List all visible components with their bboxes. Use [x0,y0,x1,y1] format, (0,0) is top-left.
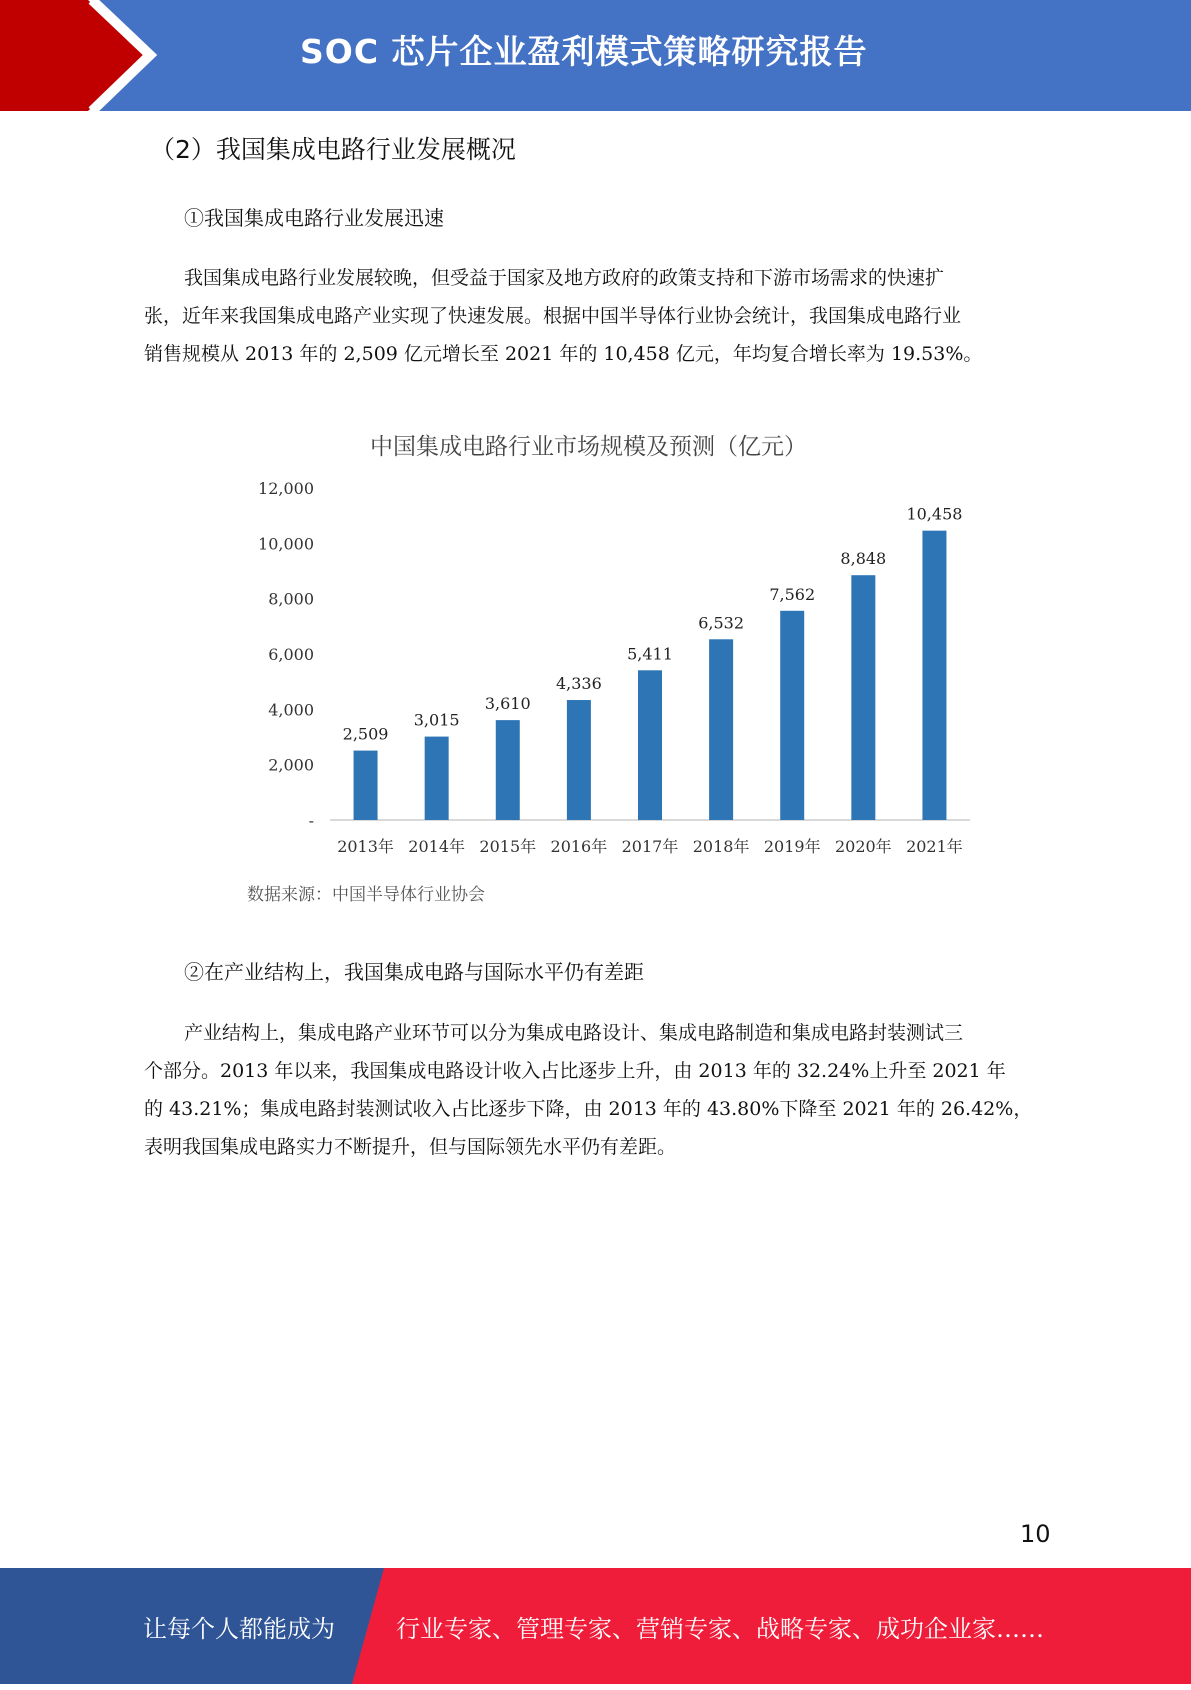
x-tick-label: 2021年 [906,837,963,856]
paragraph-line: 张，近年来我国集成电路产业实现了快速发展。根据中国半导体行业协会统计，我国集成电路行业 [144,305,962,327]
y-tick-label: - [308,811,314,830]
x-tick-label: 2017年 [621,837,679,856]
paragraph-2 [144,1014,1056,1166]
data-label: 3,015 [413,710,460,730]
y-tick-label: 10,000 [258,534,314,554]
header-arrow-decoration [0,0,160,111]
footer-slogan-left: 让每个人都能成为 [143,1615,335,1643]
bar [496,720,520,820]
x-tick-label: 2020年 [834,837,892,856]
data-label: 2,509 [342,724,389,744]
y-tick-label: 8,000 [268,589,314,609]
data-label: 5,411 [627,644,673,664]
paragraph-line: 表明我国集成电路实力不断提升，但与国际领先水平仍有差距。 [144,1136,677,1158]
bar [922,531,946,820]
x-tick-label: 2013年 [337,837,394,856]
x-tick-label: 2019年 [763,837,821,856]
y-tick-label: 6,000 [268,645,314,664]
paragraph-line: 的 43.21%；集成电路封装测试收入占比逐步下降，由 2013 年的 43.80%下降至 2021 年的 26.42%， [144,1098,1033,1120]
x-tick-label: 2014年 [408,837,466,856]
data-label: 4,336 [555,674,602,694]
report-title: SOC 芯片企业盈利模式策略研究报告 [300,32,868,71]
paragraph-line: 我国集成电路行业发展较晚，但受益于国家及地方政府的政策支持和下游市场需求的快速扩 [184,267,945,289]
data-label: 6,532 [698,613,745,633]
x-tick-label: 2015年 [479,837,537,856]
page-number: 10 [1020,1520,1051,1548]
paragraph-line: 销售规模从 2013 年的 2,509 亿元增长至 2021 年的 10,458 亿元，年均复合增长率为 19.53%。 [144,343,983,365]
bar [638,670,662,820]
bar [425,737,449,820]
chart-source-note: 数据来源：中国半导体行业协会 [247,885,485,905]
chart-title: 中国集成电路行业市场规模及预测（亿元） [370,434,807,460]
bar [354,751,378,820]
y-tick-label: 2,000 [268,755,314,775]
x-tick-label: 2016年 [550,837,608,856]
data-label: 7,562 [769,584,816,604]
subsection-heading-1: ①我国集成电路行业发展迅速 [184,206,444,230]
data-label: 10,458 [906,504,963,524]
footer-slogan-right: 行业专家、管理专家、营销专家、战略专家、成功企业家…… [396,1615,1044,1643]
page-header [0,0,1191,111]
data-label: 3,610 [484,694,531,714]
paragraph-line: 个部分。2013 年以来，我国集成电路设计收入占比逐步上升，由 2013 年的 32.24%上升至 2021 年 [144,1060,1006,1082]
bar [780,611,804,820]
bar [851,575,875,820]
subsection-heading-2: ②在产业结构上，我国集成电路与国际水平仍有差距 [184,960,644,984]
page-footer [0,1568,1191,1684]
x-tick-label: 2018年 [692,837,750,856]
y-tick-label: 4,000 [268,700,314,720]
paragraph-1 [144,259,1056,373]
market-size-bar-chart [238,418,1008,918]
data-label: 8,848 [840,549,887,569]
y-tick-label: 12,000 [258,479,314,498]
paragraph-line: 产业结构上，集成电路产业环节可以分为集成电路设计、集成电路制造和集成电路封装测试三 [184,1022,964,1044]
section-heading: （2）我国集成电路行业发展概况 [150,135,516,164]
bar [709,639,733,820]
bar [567,700,591,820]
